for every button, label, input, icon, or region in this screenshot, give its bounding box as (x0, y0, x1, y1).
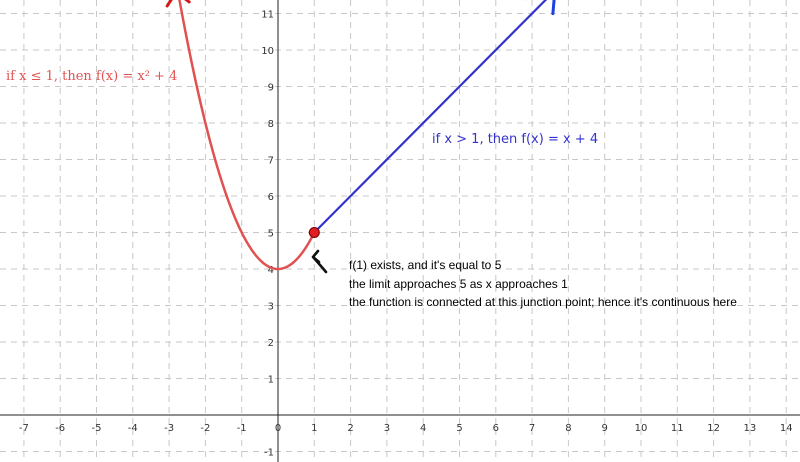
junction-point (309, 228, 319, 238)
annotation-line-3: the function is connected at this junction point; hence it's continuous here (349, 295, 737, 309)
x-tick-label: -7 (18, 423, 29, 434)
x-tick-label: 10 (634, 423, 648, 434)
annotation-block (349, 258, 737, 309)
x-tick-label: -1 (236, 423, 247, 434)
x-tick-label: 5 (456, 423, 463, 434)
y-tick-label: 6 (267, 192, 274, 203)
y-tick-label: 8 (267, 119, 274, 130)
x-tick-label: 0 (274, 423, 282, 434)
x-tick-label: -4 (127, 423, 138, 434)
arrowhead-linear (526, 0, 555, 14)
x-tick-label: 12 (707, 423, 720, 434)
x-tick-label: -5 (91, 423, 102, 434)
y-tick-label: 3 (267, 301, 274, 313)
y-tick-label: 11 (261, 9, 274, 21)
y-tick-label: 2 (267, 338, 274, 349)
y-tick-label: 1 (267, 374, 274, 386)
linear-piece-label: if x > 1, then f(x) = x + 4 (432, 132, 599, 147)
x-tick-label: -3 (164, 423, 175, 434)
series-line-parabola (178, 0, 314, 269)
x-tick-label: -6 (55, 423, 66, 434)
x-tick-label: 8 (565, 423, 572, 434)
y-tick-label: 7 (267, 155, 274, 167)
x-tick-label: 4 (420, 423, 427, 434)
x-tick-label: 13 (743, 423, 757, 434)
x-tick-label: 2 (347, 423, 354, 434)
x-tick-label: 14 (779, 423, 793, 434)
x-tick-label: 3 (383, 423, 391, 434)
x-tick-label: -2 (200, 423, 211, 434)
y-tick-label: 10 (261, 46, 274, 57)
y-tick-label: 4 (267, 265, 274, 276)
x-tick-label: 9 (601, 423, 608, 434)
x-tick-label: 6 (492, 423, 499, 434)
arrowhead-parabola (167, 0, 189, 6)
x-tick-label: 11 (670, 423, 684, 434)
y-tick-label: 9 (267, 82, 274, 94)
parabola-piece-label: if x ≤ 1, then f(x) = x² + 4 (6, 69, 178, 84)
annotation-line-2: the limit approaches 5 as x approaches 1 (349, 277, 568, 291)
annotation-line-1: f(1) exists, and it's equal to 5 (349, 258, 502, 272)
y-tick-label: 5 (267, 228, 274, 240)
x-tick-label: 7 (528, 423, 536, 434)
x-tick-label: 1 (311, 423, 318, 434)
y-tick-label: -1 (264, 447, 274, 459)
